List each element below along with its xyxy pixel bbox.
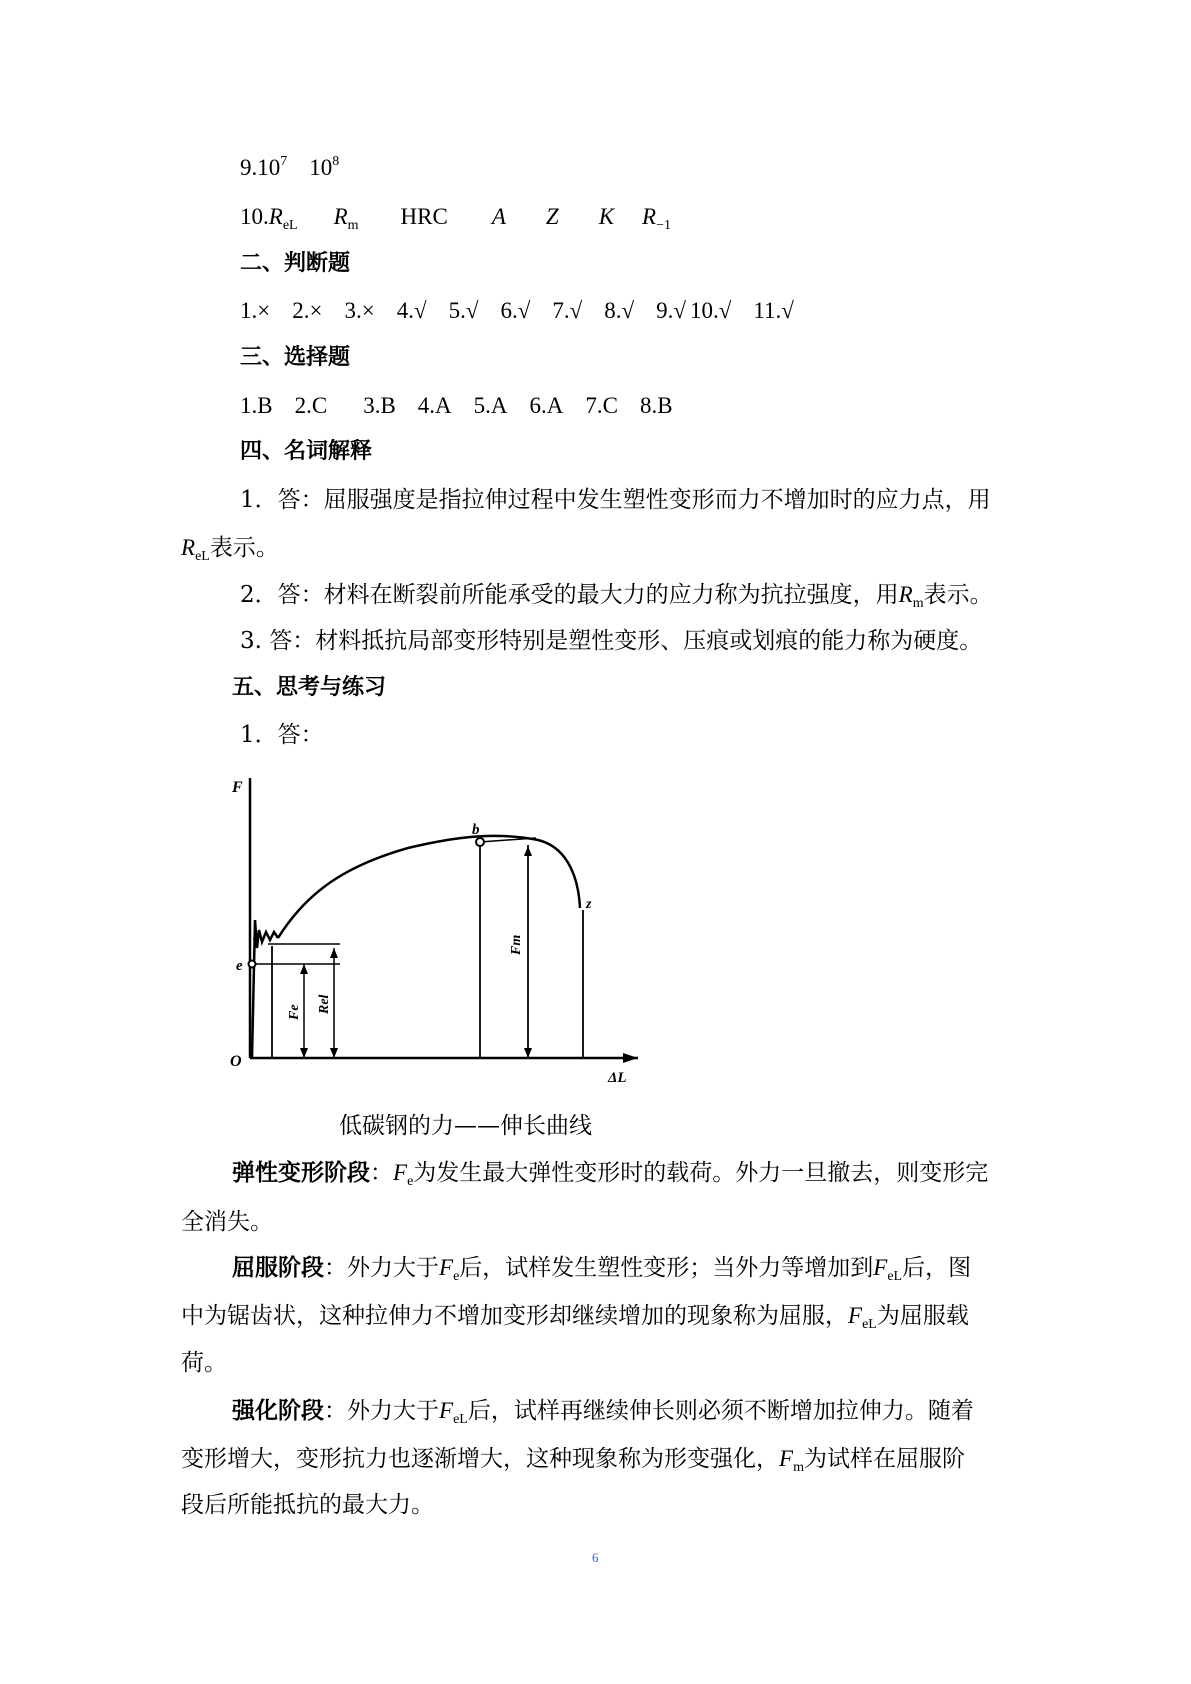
answer-line-10 xyxy=(240,202,671,232)
section-heading-terms: 四、名词解释 xyxy=(240,439,373,464)
judge-item: 6.√ xyxy=(500,298,531,323)
paragraph-elastic-line-2: 全消失。 xyxy=(181,1209,273,1235)
text: ：外力大于 xyxy=(324,1398,439,1424)
judge-item: 11.√ xyxy=(753,298,794,323)
subscript: −1 xyxy=(656,218,671,233)
superscript: 8 xyxy=(332,154,340,169)
paragraph-hardening-line-1 xyxy=(232,1396,974,1426)
arrow-head xyxy=(524,846,532,856)
definition-1-line-2 xyxy=(181,533,279,563)
subscript: e xyxy=(407,1174,414,1189)
symbol: R xyxy=(642,204,657,229)
text: ： xyxy=(370,1160,393,1186)
x-axis-arrow xyxy=(623,1053,638,1063)
subscript: m xyxy=(912,596,924,611)
text: 后，图 xyxy=(902,1255,972,1281)
symbol: Z xyxy=(545,204,559,229)
paragraph-lead: 屈服阶段 xyxy=(232,1255,324,1281)
point-e-label: e xyxy=(236,958,243,974)
choice-item: 2.C xyxy=(294,393,328,418)
superscript: 7 xyxy=(280,154,288,169)
definition-3: 3. 答：材料抵抗局部变形特别是塑性变形、压痕或划痕的能力称为硬度。 xyxy=(240,628,983,654)
judge-item: 4.√ xyxy=(396,298,427,323)
answer-1-label: 1．答： xyxy=(240,722,324,748)
text: 为试样在屈服阶 xyxy=(803,1446,965,1472)
arrow-head xyxy=(300,1048,308,1058)
choice-item: 6.A xyxy=(529,393,564,418)
text: 后，试样再继续伸长则必须不断增加拉伸力。随着 xyxy=(467,1398,974,1424)
point-b-label: b xyxy=(472,822,480,838)
answer-line-9 xyxy=(240,153,339,183)
symbol: R xyxy=(333,204,348,229)
text: 9.10 xyxy=(240,155,281,180)
paragraph-hardening-line-2 xyxy=(181,1444,965,1474)
choice-item: 5.A xyxy=(473,393,508,418)
symbol: A xyxy=(491,204,506,229)
paragraph-yield-line-2 xyxy=(181,1301,969,1331)
origin-label: O xyxy=(230,1053,242,1070)
section-heading-exercises: 五、思考与练习 xyxy=(232,675,387,700)
subscript: eL xyxy=(195,549,210,564)
diagram-caption: 低碳钢的力——伸长曲线 xyxy=(339,1113,592,1139)
arrow-head xyxy=(524,1048,532,1058)
symbol: F xyxy=(439,1255,454,1280)
section-heading-choice: 三、选择题 xyxy=(240,345,351,370)
subscript: e xyxy=(453,1269,460,1284)
text: 为发生最大弹性变形时的载荷。外力一旦撤去，则变形完 xyxy=(413,1160,989,1186)
judge-item: 2.× xyxy=(292,298,323,323)
symbol: K xyxy=(598,204,615,229)
symbol: F xyxy=(393,1160,408,1185)
subscript: m xyxy=(793,1460,804,1475)
text: 10 xyxy=(309,155,333,180)
choice-item: 4.A xyxy=(417,393,452,418)
definition-2 xyxy=(240,580,993,610)
paragraph-lead: 弹性变形阶段 xyxy=(232,1160,370,1186)
f-axis-label: F xyxy=(232,779,243,796)
symbol: R xyxy=(898,582,913,607)
hardening-curve xyxy=(278,836,580,938)
judge-item: 1.× xyxy=(240,298,271,323)
arrow-head xyxy=(330,1048,338,1058)
page-number: 6 xyxy=(592,1550,599,1565)
symbol: F xyxy=(873,1255,888,1280)
section-heading-judge: 二、判断题 xyxy=(240,251,351,276)
judge-item: 7.√ xyxy=(552,298,583,323)
judge-answers xyxy=(240,296,794,326)
subscript: eL xyxy=(282,218,298,233)
judge-item: 8.√ xyxy=(604,298,635,323)
choice-item: 7.C xyxy=(585,393,618,418)
paragraph-elastic-line-1 xyxy=(232,1158,988,1188)
force-elongation-diagram xyxy=(228,770,648,1090)
subscript: eL xyxy=(453,1412,468,1427)
symbol: F xyxy=(779,1446,794,1471)
point-e-marker xyxy=(249,961,256,968)
paragraph-hardening-line-3: 段后所能抵抗的最大力。 xyxy=(181,1492,434,1518)
text: 中为锯齿状，这种拉伸力不增加变形却继续增加的现象称为屈服， xyxy=(181,1303,848,1329)
b-tangent-line xyxy=(480,838,536,842)
delta-l-axis-label: ΔL xyxy=(608,1070,627,1086)
choice-item: 8.B xyxy=(640,393,673,418)
judge-item: 9.√ xyxy=(656,298,686,323)
paragraph-yield-line-3: 荷。 xyxy=(181,1350,227,1376)
choice-item: 3.B xyxy=(363,393,396,418)
rel-label: Rel xyxy=(317,994,332,1014)
text: 2．答：材料在断裂前所能承受的最大力的应力称为抗拉强度，用 xyxy=(240,582,899,608)
point-z-label: z xyxy=(586,897,592,912)
judge-item: 5.√ xyxy=(448,298,479,323)
point-s-label: s xyxy=(253,929,258,943)
paragraph-lead: 强化阶段 xyxy=(232,1398,324,1424)
paragraph-yield-line-1 xyxy=(232,1253,971,1283)
judge-item: 3.× xyxy=(344,298,375,323)
text: 10. xyxy=(240,204,269,229)
text: ：外力大于 xyxy=(324,1255,439,1281)
subscript: eL xyxy=(862,1317,877,1332)
symbol: F xyxy=(439,1398,454,1423)
text: 后，试样发生塑性变形；当外力等增加到 xyxy=(459,1255,874,1281)
text: 为屈服载 xyxy=(876,1303,969,1329)
symbol: R xyxy=(181,535,196,560)
text: 变形增大，变形抗力也逐渐增大，这种现象称为形变强化， xyxy=(181,1446,779,1472)
text: HRC xyxy=(400,204,448,229)
definition-1-line-1: 1．答：屈服强度是指拉伸过程中发生塑性变形而力不增加时的应力点，用 xyxy=(240,487,991,513)
text: 表示。 xyxy=(923,582,993,608)
fm-label: Fm xyxy=(509,934,524,955)
text: 表示。 xyxy=(209,535,279,561)
symbol: F xyxy=(848,1303,863,1328)
symbol: R xyxy=(268,204,283,229)
fe-label: Fe xyxy=(287,1004,302,1020)
point-b-marker xyxy=(476,838,484,846)
subscript: eL xyxy=(887,1269,903,1284)
subscript: m xyxy=(347,218,359,233)
arrow-head xyxy=(330,948,338,958)
judge-item: 10.√ xyxy=(689,298,732,323)
choice-item: 1.B xyxy=(240,393,273,418)
choice-answers xyxy=(240,391,673,421)
arrow-head xyxy=(300,964,308,974)
